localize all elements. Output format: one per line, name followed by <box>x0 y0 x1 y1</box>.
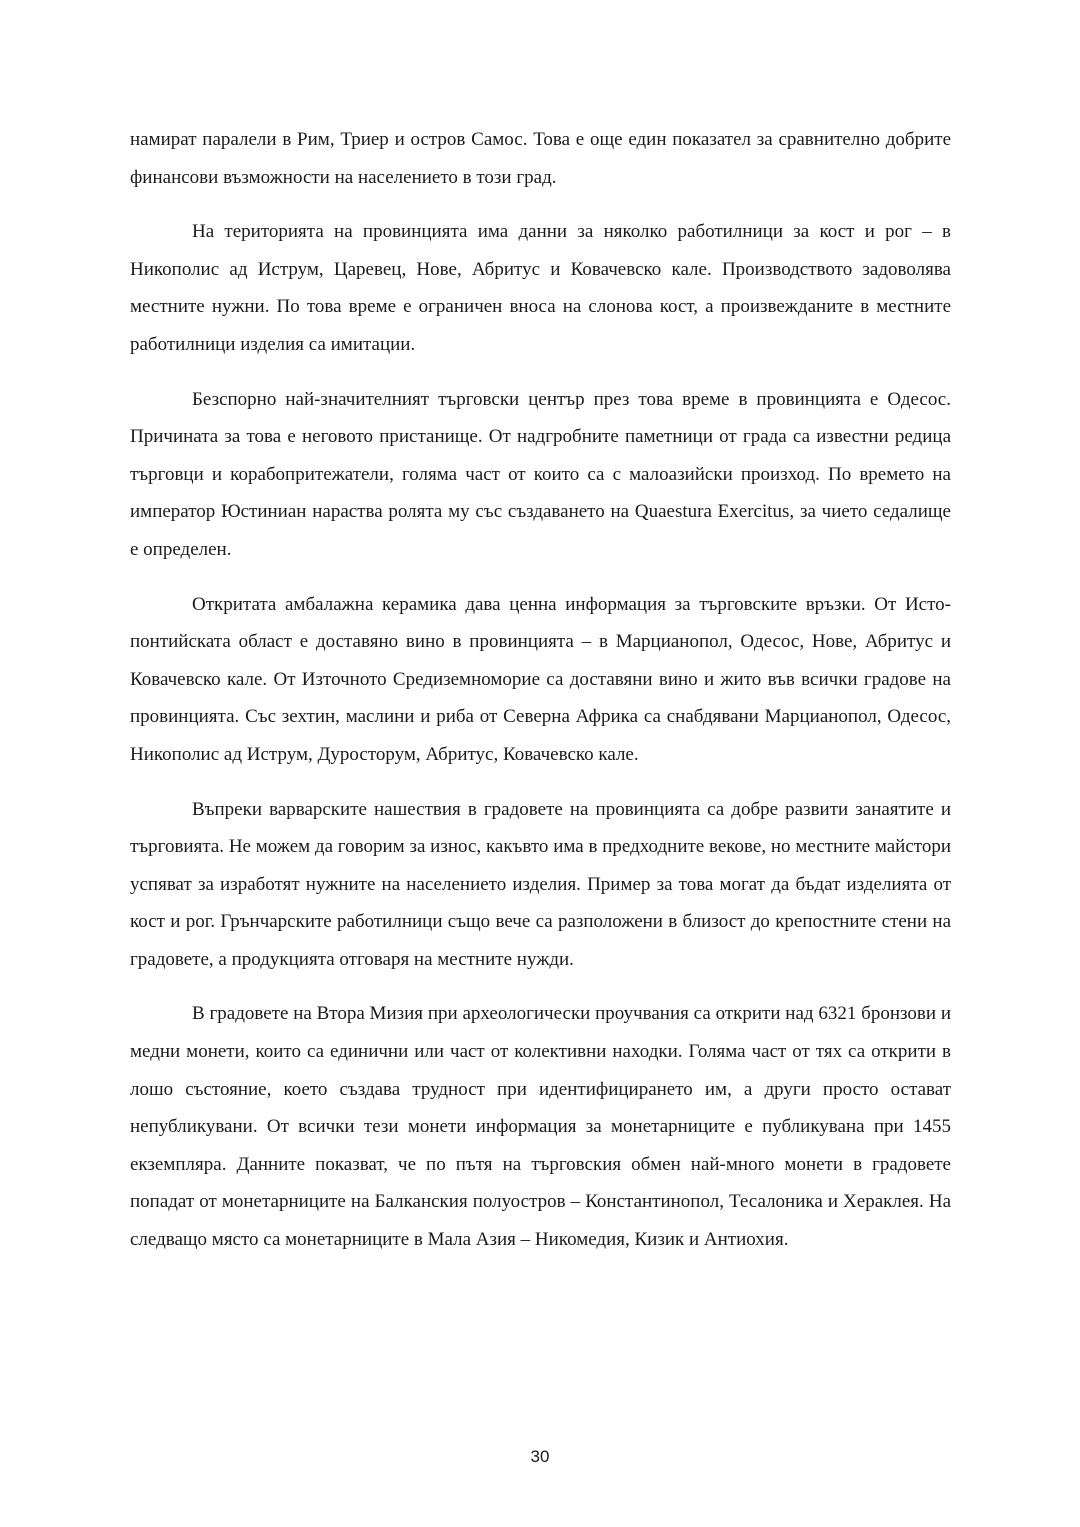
paragraph-6: В градовете на Втора Мизия при археологически проучвания са открити над 6321 бронзови и медни монети, които са единични или част от колективни находки. Голяма част от тях са открити в лошо състояние, което създава трудност при идентифицирането им, а други просто остават непубликувани. От всички тези монети информация за монетарниците е публикувана при 1455 екземпляра. Данните показват, че по пътя на търговския обмен най-много монети в градовете попадат от монетарниците на Балканския полуостров – Константинопол, Тесалоника и Хераклея. На следващо място са монетарниците в Мала Азия – Никомедия, Кизик и Антиохия. <box>130 1003 951 1251</box>
paragraph-3: Безспорно най-значителният търговски център през това време в провинцията е Одесос. Причината за това е неговото пристанище. От надгробните паметници от града са известни редица търговци и корабопритежатели, голяма част от които са с малоазийски произход. По времето на император Юстиниан нараства ролята му със създаването на Quaestura Exercitus, за чието седалище е определен. <box>130 388 951 560</box>
page-body <box>130 121 951 1276</box>
paragraph-4: Откритата амбалажна керамика дава ценна информация за търговските връзки. От Исто-понтийската област е доставяно вино в провинцията – в Марцианопол, Одесос, Нове, Абритус и Ковачевско кале. От Източното Средиземноморие са доставяни вино и жито във всички градове на провинцията. Със зехтин, маслини и риба от Северна Африка са снабдявани Марцианопол, Одесос, Никополис ад Иструм, Дуросторум, Абритус, Ковачевско кале. <box>130 593 951 765</box>
paragraph-2: На територията на провинцията има данни за няколко работилници за кост и рог – в Никополис ад Иструм, Царевец, Нове, Абритус и Ковачевско кале. Производството задоволява местните нужни. По това време е ограничен вноса на слонова кост, а произвежданите в местните работилници изделия са имитации. <box>130 221 951 355</box>
paragraph-1: намират паралели в Рим, Триер и остров Самос. Това е още един показател за сравнително добрите финансови възможности на населението в този град. <box>130 129 951 188</box>
paragraph-5: Въпреки варварските нашествия в градовете на провинцията са добре развити занаятите и търговията. Не можем да говорим за износ, какъвто има в предходните векове, но местните майстори успяват за изработят нужните на населението изделия. Пример за това могат да бъдат изделията от кост и рог. Грънчарските работилници също вече са разположени в близост до крепостните стени на градовете, а продукцията отговаря на местните нужди. <box>130 798 951 970</box>
page-number: 30 <box>530 1447 550 1466</box>
